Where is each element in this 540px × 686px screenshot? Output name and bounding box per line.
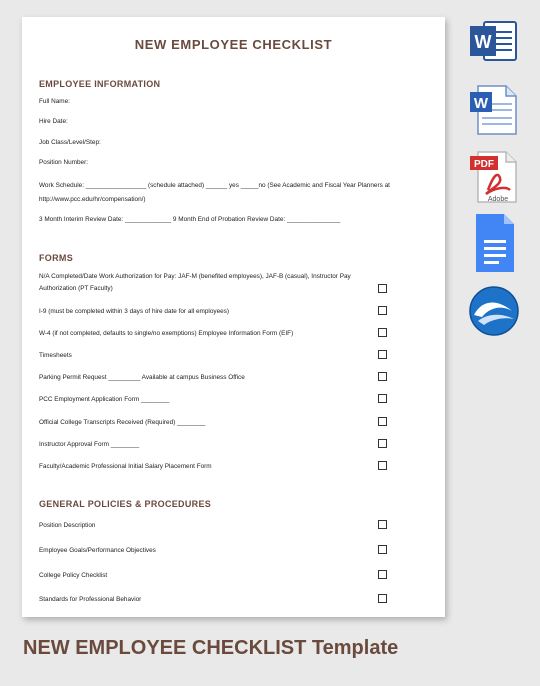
checkbox-timesheets[interactable] — [378, 350, 387, 359]
section-heading-general-policies: GENERAL POLICIES & PROCEDURES — [39, 499, 212, 509]
checkbox-position-description[interactable] — [378, 520, 387, 529]
form-item-salary-placement: Faculty/Academic Professional Initial Salary Placement Form — [39, 463, 212, 470]
field-work-schedule: Work Schedule: _________________ (schedule attached) ______ yes _____no (See Academic and Fiscal Year Planners at http://www.pcc.edu/hr/compensation/) — [39, 182, 390, 203]
field-hire-date: Hire Date: — [39, 118, 68, 125]
form-item-w4: W-4 (if not completed, defaults to single/no exemptions) Employee Information Form (EIF) — [39, 330, 294, 337]
checkbox-employment-application[interactable] — [378, 394, 387, 403]
policy-item-position-description: Position Description — [39, 522, 96, 529]
checkbox-transcripts[interactable] — [378, 417, 387, 426]
field-position-number: Position Number: — [39, 159, 89, 166]
form-item-instructor-approval: Instructor Approval Form ________ — [39, 441, 140, 448]
svg-text:PDF: PDF — [474, 159, 494, 170]
svg-text:W: W — [473, 95, 489, 112]
checkbox-goals[interactable] — [378, 545, 387, 554]
svg-text:Adobe: Adobe — [487, 196, 509, 203]
checkbox-professional-behavior[interactable] — [378, 594, 387, 603]
checkbox-instructor-approval[interactable] — [378, 439, 387, 448]
word-doc-icon[interactable] — [468, 84, 520, 136]
footer-title: NEW EMPLOYEE CHECKLIST Template — [23, 637, 399, 659]
checkbox-parking-permit[interactable] — [378, 372, 387, 381]
section-heading-forms: FORMS — [39, 253, 73, 263]
checkbox-college-policy[interactable] — [378, 570, 387, 579]
policy-item-professional-behavior: Standards for Professional Behavior — [39, 596, 142, 603]
form-item-i9: I-9 (must be completed within 3 days of hire date for all employees) — [39, 308, 230, 315]
checkbox-work-authorization[interactable] — [378, 284, 387, 293]
checkbox-i9[interactable] — [378, 306, 387, 315]
form-item-employment-application: PCC Employment Application Form ________ — [39, 396, 170, 403]
form-item-timesheets: Timesheets — [39, 352, 72, 359]
field-full-name: Full Name: — [39, 98, 70, 105]
policy-item-goals: Employee Goals/Performance Objectives — [39, 547, 156, 554]
field-job-class: Job Class/Level/Step: — [39, 139, 101, 146]
word-icon[interactable] — [468, 18, 520, 64]
form-item-transcripts: Official College Transcripts Received (Required) ________ — [39, 419, 206, 426]
section-heading-employee-information: EMPLOYEE INFORMATION — [39, 79, 161, 89]
form-item-parking-permit: Parking Permit Request _________ Available at campus Business Office — [39, 374, 245, 381]
checkbox-salary-placement[interactable] — [378, 461, 387, 470]
document-title: NEW EMPLOYEE CHECKLIST — [134, 37, 333, 52]
checkbox-w4[interactable] — [378, 328, 387, 337]
svg-text:W: W — [474, 32, 492, 52]
google-docs-icon[interactable] — [468, 212, 520, 274]
pdf-icon[interactable] — [468, 150, 520, 204]
document-page — [22, 17, 445, 617]
form-item-work-authorization: N/A Completed/Date Work Authorization for Pay: JAF-M (benefited employees), JAF-B (casual), Instructor Pay Authorization (PT Faculty) — [39, 273, 351, 292]
openoffice-icon[interactable] — [468, 285, 520, 337]
field-review-dates: 3 Month Interim Review Date: _____________ 9 Month End of Probation Review Date: _______________ — [39, 216, 341, 223]
policy-item-college-policy: College Policy Checklist — [39, 572, 108, 579]
